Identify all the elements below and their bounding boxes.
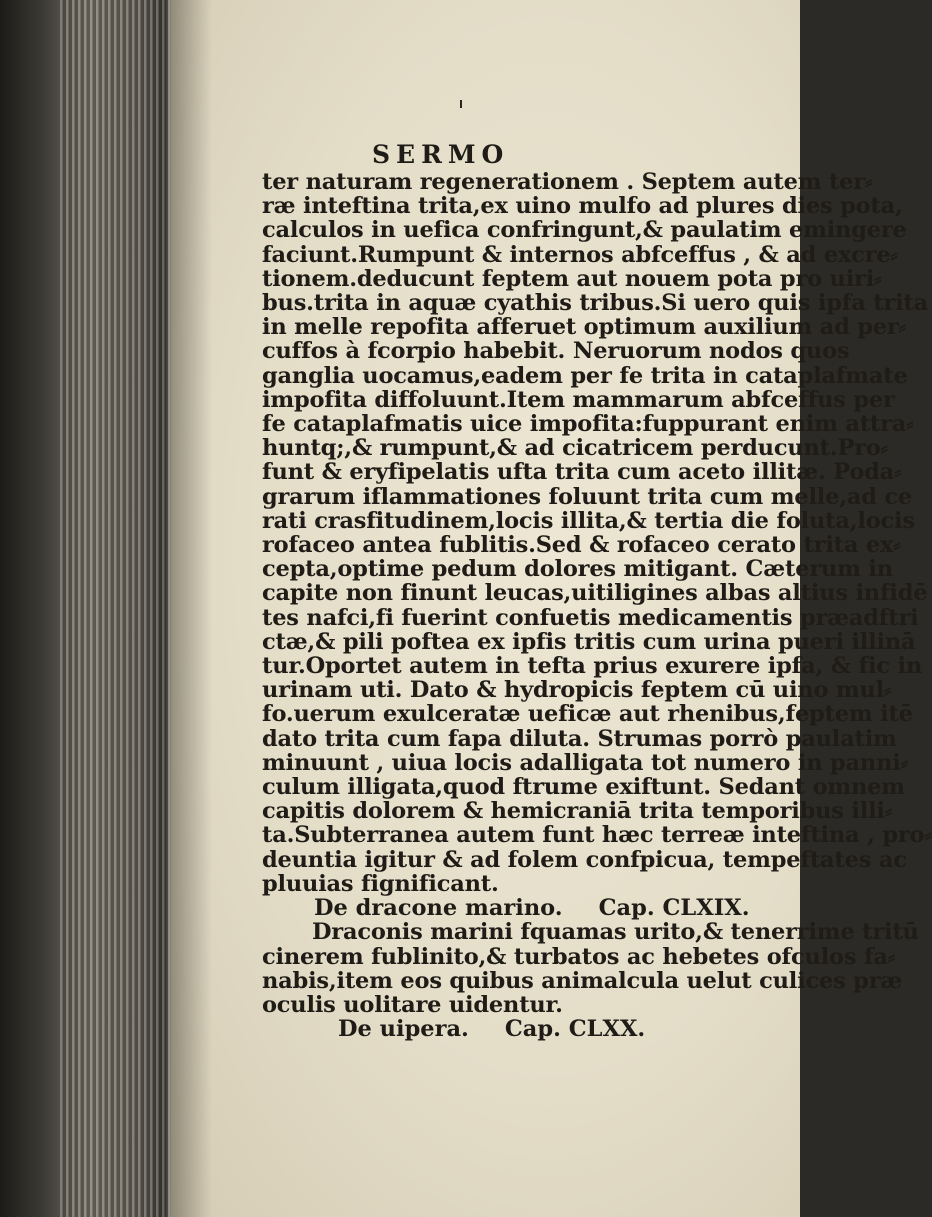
text-line: fo.uerum exulceratæ ueficæ aut rhenibus,feptem itē	[262, 701, 913, 728]
text-line: nabis,item eos quibus animalcula uelut culices præ	[262, 967, 903, 994]
text-line: grarum iflammationes foluunt trita cum melle,ad ce	[262, 483, 913, 510]
running-head: SERMO	[372, 140, 510, 169]
text-line: ta.Subterranea autem funt hæc terreæ inteftina , pro⸗	[262, 822, 932, 849]
text-line: Draconis marini fquamas urito,& tenerrime tritū	[312, 919, 919, 946]
chapter-number: Cap. CLXIX.	[598, 895, 750, 922]
text-line: rati crasfitudinem,locis illita,& tertia die foluta,locis	[262, 507, 915, 534]
text-line: deuntia igitur & ad folem confpicua, tempeftates ac	[262, 846, 907, 873]
text-line: rofaceo antea fublitis.Sed & rofaceo cerato trita ex⸗	[262, 532, 901, 559]
text-line: ter naturam regenerationem . Septem autem ter⸗	[262, 169, 873, 195]
text-line: tur.Oportet autem in tefta prius exurere ipfa, & fic in	[262, 653, 922, 680]
text-line: cuffos à fcorpio habebit. Neruorum nodos quos	[262, 338, 850, 365]
text-line: impofita diffoluunt.Item mammarum abfceffus per	[262, 386, 895, 413]
text-line: culum illigata,quod ftrume exiftunt. Sedant omnem	[262, 774, 905, 801]
text-line: calculos in uefica confringunt,& paulatim emingere	[262, 217, 907, 244]
text-line: capite non finunt leucas,uitiligines albas altius infidē	[262, 580, 928, 607]
section-heading-uipera	[262, 1017, 782, 1041]
section-title: De dracone marino.	[314, 895, 563, 922]
text-line: ræ inteftina trita,ex uino mulfo ad plures dies pota,	[262, 193, 903, 220]
page-edges	[60, 0, 170, 1217]
text-line: cinerem fublinito,& turbatos ac hebetes ofculos fa⸗	[262, 943, 896, 970]
text-line: funt & eryfipelatis ufta trita cum aceto illitæ. Poda⸗	[262, 459, 902, 486]
body-text	[262, 169, 932, 897]
text-line: ctæ,& pili poftea ex ipfis tritis cum urina pueri illinā	[262, 628, 916, 655]
text-line: dato trita cum fapa diluta. Strumas porrò paulatim	[262, 725, 897, 752]
chapter-number: Cap. CLXX.	[504, 1016, 646, 1043]
text-line: huntq;,& rumpunt,& ad cicatricem perducunt.Pro⸗	[262, 435, 888, 462]
text-line: ganglia uocamus,eadem per fe trita in cataplafmate	[262, 362, 908, 389]
text-line: oculis uolitare uidentur.	[262, 991, 563, 1018]
text-line: urinam uti. Dato & hydropicis feptem cū uino mul⸗	[262, 677, 892, 704]
gutter-shadow	[172, 0, 212, 1217]
text-line: bus.trita in aquæ cyathis tribus.Si uero quis ipfa trita	[262, 290, 928, 317]
text-line: in melle repofita afferuet optimum auxilium ad per⸗	[262, 314, 906, 341]
body-text-2	[262, 919, 919, 1018]
text-block	[262, 140, 932, 1043]
text-line: capitis dolorem & hemicraniā trita temporibus illi⸗	[262, 798, 893, 825]
text-line: faciunt.Rumpunt & internos abfceffus , & ad excre⸗	[262, 241, 898, 268]
section-title: De uipera.	[338, 1016, 469, 1043]
text-line: tes nafci,fi fuerint confuetis medicamentis præadftri	[262, 604, 919, 631]
section-heading-dracone	[262, 896, 782, 920]
text-line: tionem.deducunt feptem aut nouem pota pro uiri⸗	[262, 265, 882, 292]
text-line: cepta,optime pedum dolores mitigant. Cæterum in	[262, 556, 893, 583]
text-line: minuunt , uiua locis adalligata tot numero in panni⸗	[262, 749, 908, 776]
text-line: fe cataplafmatis uice impofita:fuppurant enim attra⸗	[262, 411, 914, 438]
text-line: pluuias fignificant.	[262, 870, 499, 897]
ink-mark	[460, 100, 462, 108]
